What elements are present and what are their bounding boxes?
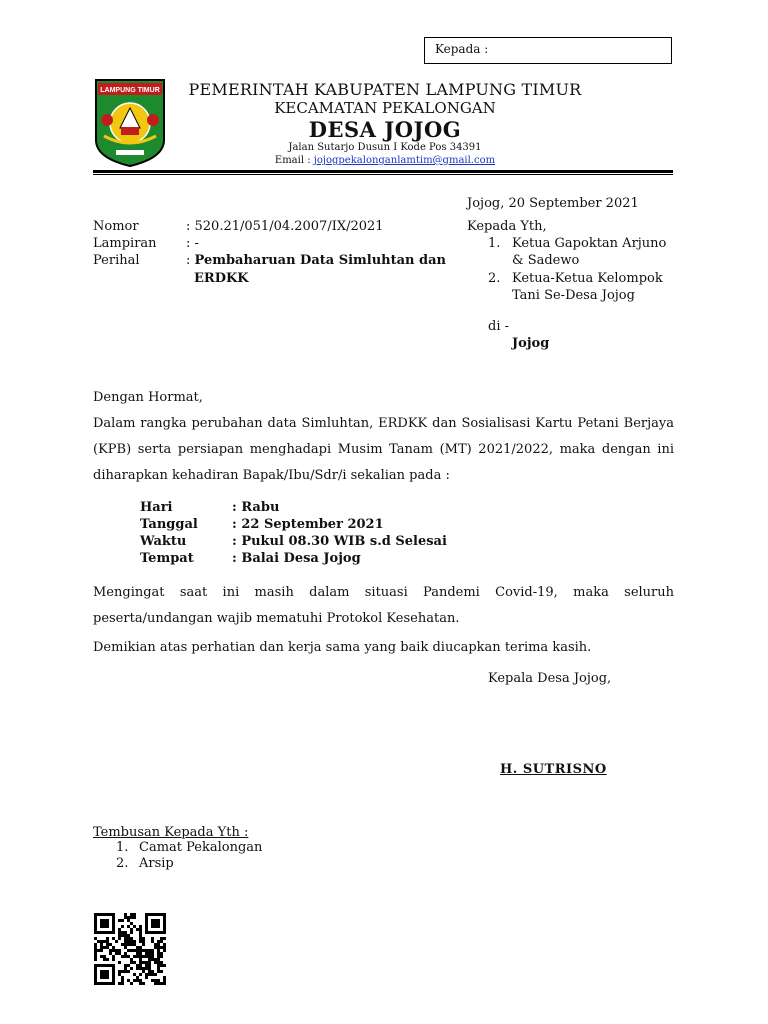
kepada-box — [424, 37, 672, 64]
header-address: Jalan Sutarjo Dusun I Kode Pos 34391 — [288, 142, 482, 153]
perihal-prefix: : — [186, 253, 195, 268]
cc-2-num: 2. — [116, 856, 129, 871]
recipient-2-line-1: Ketua-Ketua Kelompok — [512, 271, 663, 286]
email-link[interactable]: jojogpekalonganlamtim@gmail.com — [313, 155, 496, 166]
lampiran-value: : - — [186, 236, 199, 251]
body-paragraph-3: Demikian atas perhatian dan kerja sama yang baik diucapkan terima kasih. — [93, 640, 592, 655]
email-label: Email : — [274, 155, 314, 166]
letter-date: Jojog, 20 September 2021 — [467, 196, 639, 211]
detail-value-tanggal: : 22 September 2021 — [232, 517, 384, 532]
detail-value-hari: : Rabu — [232, 500, 280, 515]
detail-value-tempat: : Balai Desa Jojog — [232, 551, 361, 566]
svg-text:LAMPUNG TIMUR: LAMPUNG TIMUR — [100, 87, 160, 94]
signer-name: H. SUTRISNO — [500, 762, 607, 777]
recipient-di: di - — [488, 319, 510, 334]
salutation: Dengan Hormat, — [93, 390, 203, 405]
recipient-heading: Kepada Yth, — [467, 219, 547, 234]
detail-label-waktu: Waktu — [140, 534, 187, 549]
body-paragraph-2: Mengingat saat ini masih dalam situasi Pandemi Covid-19, maka seluruh peserta/undangan wajib mematuhi Protokol Kesehatan. — [93, 585, 674, 626]
header-line-2: KECAMATAN PEKALONGAN — [274, 99, 496, 117]
header-line-1: PEMERINTAH KABUPATEN LAMPUNG TIMUR — [188, 80, 582, 99]
signoff: Kepala Desa Jojog, — [488, 671, 612, 686]
cc-1-num: 1. — [116, 840, 129, 855]
detail-label-hari: Hari — [140, 500, 173, 515]
recipient-1-line-2: & Sadewo — [512, 253, 580, 268]
header-rule-thick — [93, 170, 673, 173]
perihal-line-1: Pembaharuan Data Simluhtan dan — [194, 253, 447, 268]
lampung-timur-logo — [94, 78, 166, 168]
header-village-name: DESA JOJOG — [308, 117, 462, 142]
detail-value-waktu: : Pukul 08.30 WIB s.d Selesai — [232, 534, 447, 549]
recipient-1-line-1: Ketua Gapoktan Arjuno — [512, 236, 667, 251]
perihal-line-2: ERDKK — [194, 271, 249, 286]
lampiran-label: Lampiran — [93, 236, 157, 251]
recipient-2-line-2: Tani Se-Desa Jojog — [512, 288, 635, 303]
cc-1-text: Camat Pekalongan — [139, 840, 263, 855]
qr-code — [94, 913, 166, 985]
nomor-label: Nomor — [93, 219, 139, 234]
perihal-value — [186, 252, 446, 269]
cc-2-text: Arsip — [139, 856, 174, 871]
cc-heading: Tembusan Kepada Yth : — [93, 825, 249, 840]
recipient-2-num: 2. — [488, 271, 501, 286]
perihal-label: Perihal — [93, 253, 140, 268]
detail-label-tempat: Tempat — [140, 551, 194, 566]
body-paragraph-1: Dalam rangka perubahan data Simluhtan, ERDKK dan Sosialisasi Kartu Petani Berjaya (KPB) serta persiapan menghadapi Musim Tanam (MT) 2021/2022, maka dengan ini diharapkan kehadiran Bapak/Ibu/Sdr/i sekalian pada : — [93, 416, 674, 483]
header-rule-thin — [93, 174, 673, 175]
nomor-value: : 520.21/051/04.2007/IX/2021 — [186, 219, 384, 234]
header-email — [170, 155, 600, 166]
kepada-box-label: Kepada : — [435, 42, 489, 56]
recipient-place: Jojog — [512, 336, 550, 351]
detail-label-tanggal: Tanggal — [140, 517, 198, 532]
recipient-1-num: 1. — [488, 236, 501, 251]
